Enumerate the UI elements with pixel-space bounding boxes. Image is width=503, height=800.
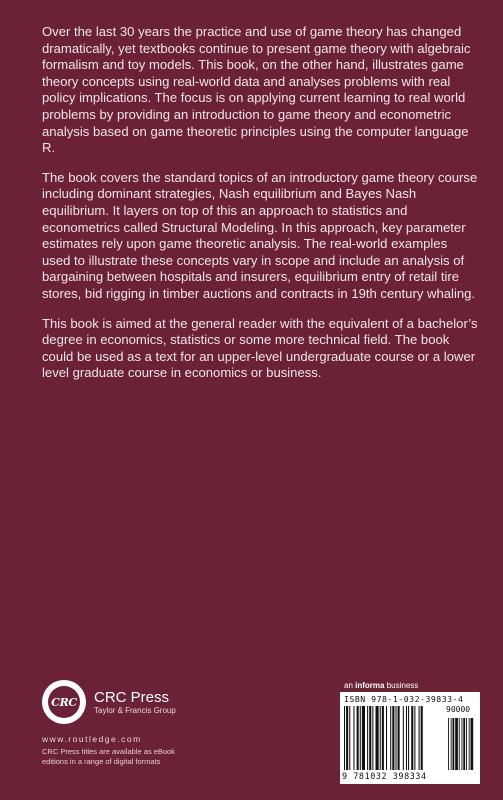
barcode-bar	[376, 706, 379, 770]
back-cover-blurb	[42, 24, 478, 395]
ean-number: 9 781032 398334	[342, 771, 427, 781]
informa-suffix: business	[384, 681, 419, 690]
barcode-bar	[395, 706, 396, 770]
barcode-bar	[408, 706, 409, 770]
isbn-number: ISBN 978-1-032-39833-4	[344, 694, 464, 704]
barcode-bar	[362, 706, 365, 770]
publisher-name: CRC Press	[94, 688, 170, 706]
blurb-paragraph-3: This book is aimed at the general reader with the equivalent of a bachelor’s degree in economics, statistics or some more technical field. The book could be used as a text for an upper-level undergraduate course or a lower level graduate course in economics or business.	[42, 315, 478, 381]
publisher-block	[42, 680, 322, 767]
barcode-bars-icon	[344, 706, 476, 770]
barcode-bar	[403, 706, 404, 770]
price-barcode-bar	[453, 718, 455, 770]
barcode-bar	[386, 706, 387, 770]
barcode-bar	[353, 706, 354, 770]
barcode-bar	[411, 706, 413, 770]
barcode-bar	[380, 706, 381, 770]
price-barcode-bar	[463, 718, 465, 770]
barcode-bar	[346, 706, 348, 770]
price-code: 90000	[446, 705, 471, 714]
informa-tagline	[344, 681, 418, 690]
barcode-bar	[414, 706, 415, 770]
price-barcode-bar	[462, 718, 463, 770]
price-barcode-bar	[451, 718, 452, 770]
publisher-group: Taylor & Francis Group	[94, 705, 176, 715]
price-barcode-bar	[466, 718, 467, 770]
barcode-bar	[382, 706, 384, 770]
barcode-bar	[357, 706, 359, 770]
barcode-bar	[372, 706, 373, 770]
crc-logo-icon	[42, 680, 86, 724]
price-barcode-bar	[459, 718, 460, 770]
barcode-bar	[398, 706, 400, 770]
price-barcode-bar	[448, 718, 449, 770]
ebook-note: CRC Press titles are available as eBook editions in a range of digital formats	[42, 747, 175, 766]
price-barcode-bar	[469, 718, 470, 770]
isbn-barcode	[340, 692, 480, 784]
barcode-bar	[390, 706, 391, 770]
publisher-website: www.routledge.com	[42, 734, 142, 744]
price-barcode-bar	[455, 718, 458, 770]
publisher-logo-row	[42, 680, 322, 724]
informa-prefix: an	[344, 681, 356, 690]
price-barcode-bar	[471, 718, 474, 770]
barcode-bar	[392, 706, 394, 770]
blurb-paragraph-2: The book covers the standard topics of an introductory game theory course including dominant strategies, Nash equilibrium and Bayes Nash equilibrium. It layers on top of this an approach to statistics and econometrics called Structural Modeling. In this approach, key parameter estimates rely upon game theoretic analysis. The real-world examples used to illustrate these concepts vary in scope and include an analysis of bargaining between hospitals and insurers, equilibrium entry of retail tire stores, bid rigging in timber auctions and contracts in 19th century whaling.	[42, 169, 478, 301]
barcode-bar	[406, 706, 407, 770]
informa-brand: informa	[355, 681, 385, 690]
barcode-bar	[349, 706, 350, 770]
barcode-bar	[367, 706, 368, 770]
barcode-bar	[419, 706, 420, 770]
crc-logo-text: CRC	[51, 695, 77, 709]
barcode-bar	[421, 706, 423, 770]
barcode-bar	[369, 706, 371, 770]
blurb-paragraph-1: Over the last 30 years the practice and use of game theory has changed dramatically, yet textbooks continue to present game theory with algebraic formalism and toy models. This book, on the other hand, illustrates game theory concepts using real-world data and analyses problems with real policy implications. The focus is on applying current learning to real world problems by providing an introduction to game theory and econometric analysis based on game theoretic principles using the computer language R.	[42, 24, 471, 156]
publisher-brand	[94, 689, 176, 716]
barcode-bar	[344, 706, 345, 770]
barcode-bar	[360, 706, 361, 770]
